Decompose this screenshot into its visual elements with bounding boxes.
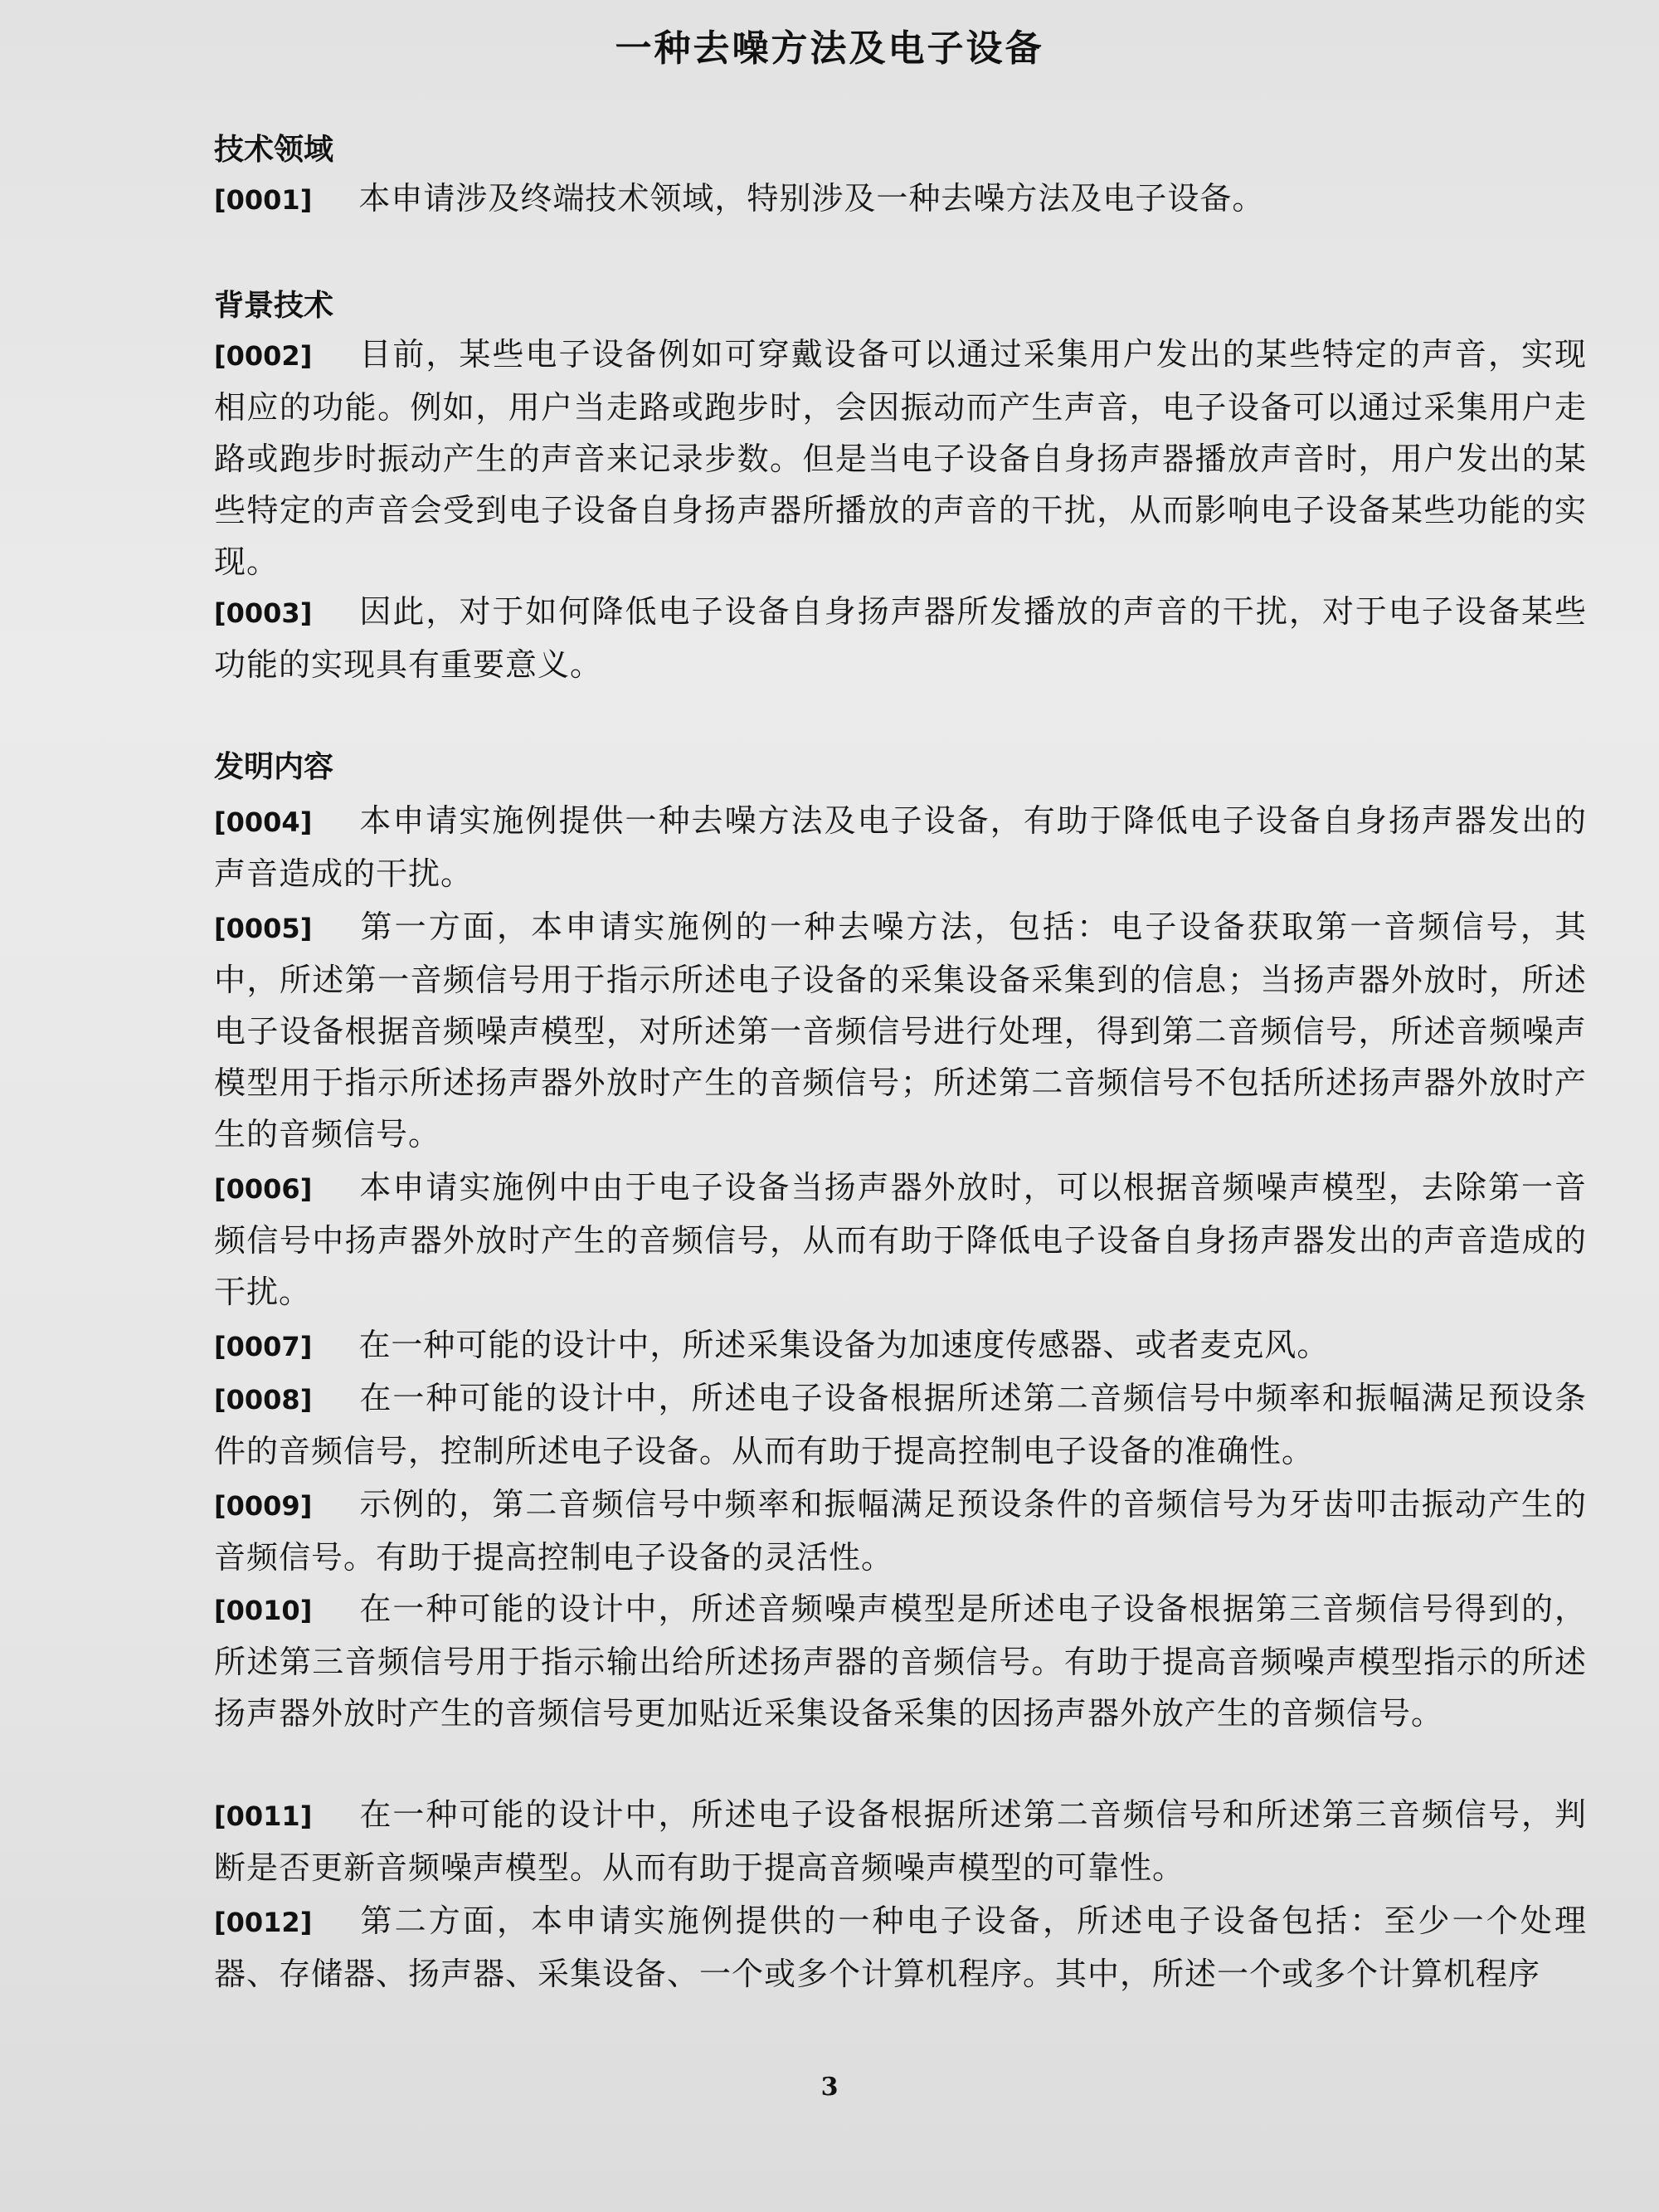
paragraph-number: [0001] [214, 184, 313, 216]
section-heading-summary: 发明内容 [214, 750, 334, 784]
paragraph-number: [0010] [214, 1595, 313, 1626]
paragraph-number: [0006] [214, 1173, 313, 1205]
section-heading-background: 背景技术 [214, 289, 334, 323]
paragraph-number: [0003] [214, 597, 313, 629]
paragraph-number: [0008] [214, 1384, 313, 1415]
paragraph-text: 在一种可能的设计中，所述电子设备根据所述第二音频信号中频率和振幅满足预设条件的音频信号，控制所述电子设备。从而有助于提高控制电子设备的准确性。 [214, 1380, 1587, 1469]
page-number: 3 [820, 2073, 839, 2102]
paragraph-0012 [214, 1895, 1587, 2000]
paragraph-0011 [214, 1789, 1587, 1893]
paragraph-0002 [214, 329, 1587, 587]
paragraph-0005 [214, 901, 1587, 1160]
paragraph-text: 在一种可能的设计中，所述采集设备为加速度传感器、或者麦克风。 [358, 1327, 1330, 1363]
paragraph-text: 因此，对于如何降低电子设备自身扬声器所发播放的声音的干扰，对于电子设备某些功能的实现具有重要意义。 [214, 593, 1587, 683]
paragraph-text: 目前，某些电子设备例如可穿戴设备可以通过采集用户发出的某些特定的声音，实现相应的功能。例如，用户当走路或跑步时，会因振动而产生声音，电子设备可以通过采集用户走路或跑步时振动产生的声音来记录步数。但是当电子设备自身扬声器播放声音时，用户发出的某些特定的声音会受到电子设备自身扬声器所播放的声音的干扰，从而影响电子设备某些功能的实现。 [214, 336, 1587, 580]
paragraph-text: 在一种可能的设计中，所述电子设备根据所述第二音频信号和所述第三音频信号，判断是否更新音频噪声模型。从而有助于提高音频噪声模型的可靠性。 [214, 1796, 1587, 1886]
paragraph-text: 本申请实施例提供一种去噪方法及电子设备，有助于降低电子设备自身扬声器发出的声音造成的干扰。 [214, 802, 1587, 892]
paragraph-text: 第一方面，本申请实施例的一种去噪方法，包括：电子设备获取第一音频信号，其中，所述第一音频信号用于指示所述电子设备的采集设备采集到的信息；当扬声器外放时，所述电子设备根据音频噪声模型，对所述第一音频信号进行处理，得到第二音频信号，所述音频噪声模型用于指示所述扬声器外放时产生的音频信号；所述第二音频信号不包括所述扬声器外放时产生的音频信号。 [214, 909, 1587, 1152]
paragraph-number: [0004] [214, 806, 313, 838]
paragraph-0007 [214, 1319, 1587, 1372]
paragraph-number: [0007] [214, 1331, 313, 1362]
paragraph-number: [0005] [214, 913, 313, 944]
paragraph-0004 [214, 795, 1587, 899]
document-title: 一种去噪方法及电子设备 [615, 27, 1044, 70]
paragraph-0006 [214, 1162, 1587, 1318]
paragraph-0003 [214, 586, 1587, 690]
paragraph-text: 本申请实施例中由于电子设备当扬声器外放时，可以根据音频噪声模型，去除第一音频信号中扬声器外放时产生的音频信号，从而有助于降低电子设备自身扬声器发出的声音造成的干扰。 [214, 1169, 1587, 1310]
paragraph-number: [0009] [214, 1490, 313, 1522]
paragraph-number: [0011] [214, 1800, 313, 1832]
paragraph-number: [0012] [214, 1907, 313, 1938]
paragraph-text: 本申请涉及终端技术领域，特别涉及一种去噪方法及电子设备。 [358, 180, 1265, 217]
paragraph-0008 [214, 1372, 1587, 1477]
paragraph-0009 [214, 1479, 1587, 1583]
section-heading-technical-field: 技术领域 [214, 133, 334, 167]
paragraph-0010 [214, 1583, 1587, 1739]
paragraph-text: 第二方面，本申请实施例提供的一种电子设备，所述电子设备包括：至少一个处理器、存储器、扬声器、采集设备、一个或多个计算机程序。其中，所述一个或多个计算机程序 [214, 1903, 1587, 1992]
paragraph-number: [0002] [214, 340, 313, 372]
paragraph-text: 示例的，第二音频信号中频率和振幅满足预设条件的音频信号为牙齿叩击振动产生的音频信号。有助于提高控制电子设备的灵活性。 [214, 1486, 1587, 1576]
paragraph-text: 在一种可能的设计中，所述音频噪声模型是所述电子设备根据第三音频信号得到的，所述第三音频信号用于指示输出给所述扬声器的音频信号。有助于提高音频噪声模型指示的所述扬声器外放时产生的音频信号更加贴近采集设备采集的因扬声器外放产生的音频信号。 [214, 1591, 1587, 1732]
paragraph-0001 [214, 173, 1587, 226]
